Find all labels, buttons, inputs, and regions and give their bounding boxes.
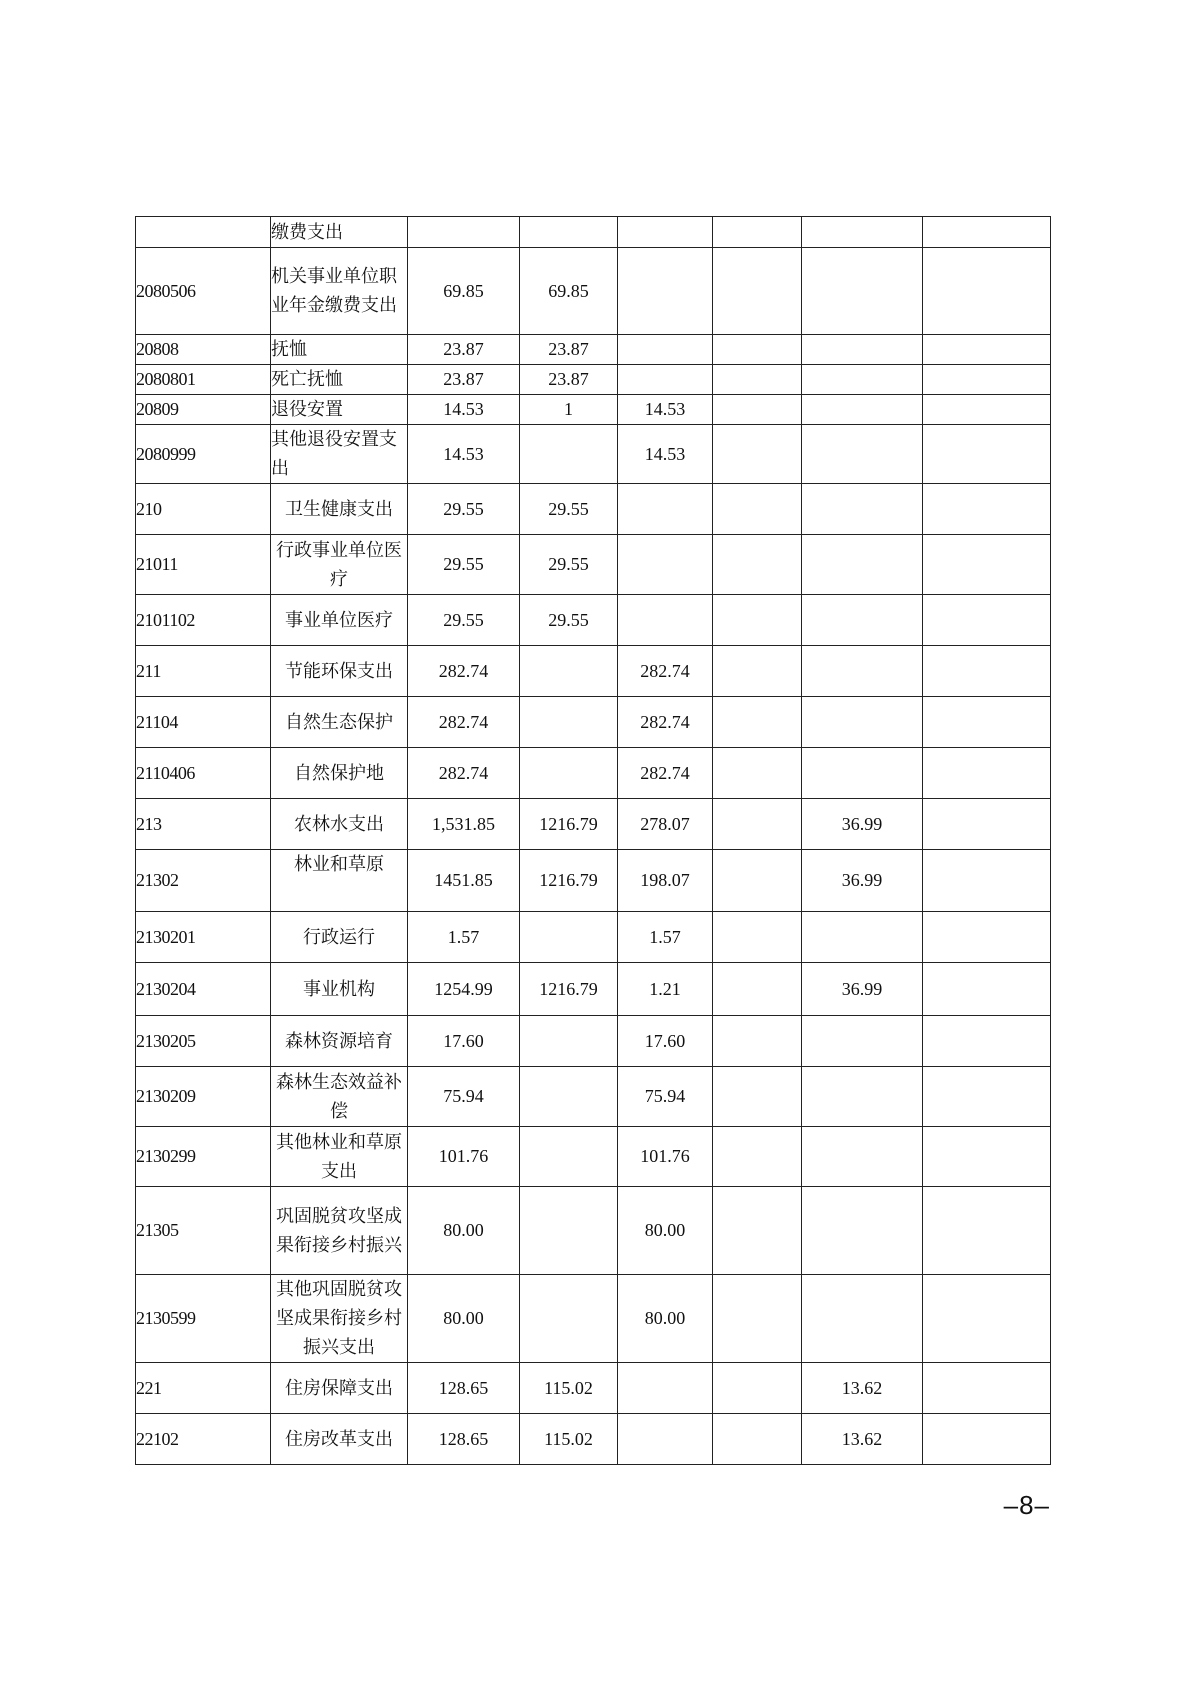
amount-cell-c4 [713,1067,802,1127]
amount-cell-c5 [802,484,923,535]
amount-cell-c5: 36.99 [802,963,923,1016]
amount-cell-project: 80.00 [618,1275,713,1363]
table-row [136,395,1051,425]
table-row [136,1187,1051,1275]
amount-cell-total: 128.65 [408,1363,520,1414]
amount-cell-c4 [713,799,802,850]
amount-cell-c6 [923,1127,1051,1187]
amount-cell-basic: 1216.79 [520,850,618,912]
table-row [136,799,1051,850]
amount-cell-c5 [802,535,923,595]
amount-cell-c4 [713,963,802,1016]
subject-code-cell: 21011 [136,535,271,595]
amount-cell-basic [520,425,618,484]
amount-cell-c5: 36.99 [802,799,923,850]
budget-expenditure-table [135,216,1051,1465]
amount-cell-c5 [802,748,923,799]
amount-cell-c6 [923,1414,1051,1465]
amount-cell-total: 101.76 [408,1127,520,1187]
amount-cell-project: 1.21 [618,963,713,1016]
subject-name-cell: 住房保障支出 [271,1363,408,1414]
table-row [136,1127,1051,1187]
amount-cell-c6 [923,697,1051,748]
amount-cell-total: 29.55 [408,595,520,646]
amount-cell-c4 [713,1414,802,1465]
amount-cell-basic: 69.85 [520,248,618,335]
subject-name-cell: 节能环保支出 [271,646,408,697]
amount-cell-basic: 1216.79 [520,963,618,1016]
subject-code-cell: 21305 [136,1187,271,1275]
amount-cell-c4 [713,912,802,963]
table-row [136,248,1051,335]
subject-code-cell [136,217,271,248]
amount-cell-total: 128.65 [408,1414,520,1465]
amount-cell-c4 [713,1127,802,1187]
amount-cell-c6 [923,365,1051,395]
amount-cell-basic [520,1067,618,1127]
amount-cell-basic: 1 [520,395,618,425]
table-row [136,912,1051,963]
amount-cell-c5 [802,1187,923,1275]
table-row [136,1067,1051,1127]
amount-cell-project [618,595,713,646]
subject-code-cell: 22102 [136,1414,271,1465]
amount-cell-project: 17.60 [618,1016,713,1067]
amount-cell-total: 23.87 [408,365,520,395]
subject-name-cell: 自然保护地 [271,748,408,799]
amount-cell-c6 [923,850,1051,912]
subject-name-cell: 其他林业和草原支出 [271,1127,408,1187]
subject-name-cell: 自然生态保护 [271,697,408,748]
amount-cell-c6 [923,748,1051,799]
amount-cell-total: 282.74 [408,748,520,799]
subject-code-cell: 211 [136,646,271,697]
amount-cell-c6 [923,248,1051,335]
amount-cell-c4 [713,217,802,248]
amount-cell-c4 [713,335,802,365]
amount-cell-basic: 29.55 [520,595,618,646]
amount-cell-basic [520,912,618,963]
amount-cell-total: 14.53 [408,395,520,425]
subject-name-cell: 巩固脱贫攻坚成果衔接乡村振兴 [271,1187,408,1275]
amount-cell-c5 [802,365,923,395]
amount-cell-c4 [713,425,802,484]
amount-cell-c6 [923,912,1051,963]
subject-name-cell: 森林资源培育 [271,1016,408,1067]
amount-cell-c4 [713,484,802,535]
amount-cell-total: 1451.85 [408,850,520,912]
amount-cell-c5 [802,1275,923,1363]
amount-cell-basic: 1216.79 [520,799,618,850]
amount-cell-basic [520,217,618,248]
amount-cell-c6 [923,799,1051,850]
amount-cell-c5 [802,425,923,484]
subject-code-cell: 2130299 [136,1127,271,1187]
amount-cell-total: 29.55 [408,535,520,595]
amount-cell-project [618,1414,713,1465]
subject-name-cell: 事业机构 [271,963,408,1016]
table-row [136,646,1051,697]
amount-cell-c6 [923,1275,1051,1363]
amount-cell-total: 1,531.85 [408,799,520,850]
table-row [136,697,1051,748]
amount-cell-project: 278.07 [618,799,713,850]
amount-cell-c5: 36.99 [802,850,923,912]
amount-cell-c6 [923,535,1051,595]
subject-code-cell: 2130204 [136,963,271,1016]
amount-cell-c5 [802,217,923,248]
subject-name-cell: 抚恤 [271,335,408,365]
amount-cell-project: 80.00 [618,1187,713,1275]
amount-cell-project [618,535,713,595]
amount-cell-c4 [713,1187,802,1275]
amount-cell-c6 [923,1016,1051,1067]
amount-cell-total: 29.55 [408,484,520,535]
table-row [136,1016,1051,1067]
subject-name-cell: 卫生健康支出 [271,484,408,535]
subject-name-cell: 其他退役安置支出 [271,425,408,484]
amount-cell-total: 17.60 [408,1016,520,1067]
amount-cell-c5 [802,248,923,335]
subject-name-cell: 住房改革支出 [271,1414,408,1465]
amount-cell-basic [520,748,618,799]
subject-name-cell: 农林水支出 [271,799,408,850]
subject-code-cell: 21302 [136,850,271,912]
amount-cell-c5 [802,1127,923,1187]
amount-cell-project [618,365,713,395]
amount-cell-basic [520,1016,618,1067]
table-row [136,425,1051,484]
table-row [136,365,1051,395]
subject-code-cell: 2080999 [136,425,271,484]
amount-cell-c4 [713,365,802,395]
amount-cell-c4 [713,1016,802,1067]
amount-cell-c6 [923,395,1051,425]
subject-code-cell: 2130599 [136,1275,271,1363]
amount-cell-project [618,248,713,335]
subject-code-cell: 21104 [136,697,271,748]
amount-cell-total [408,217,520,248]
amount-cell-basic: 23.87 [520,335,618,365]
amount-cell-total: 1254.99 [408,963,520,1016]
subject-code-cell: 213 [136,799,271,850]
table-row [136,335,1051,365]
amount-cell-c5: 13.62 [802,1414,923,1465]
subject-name-cell: 林业和草原 [271,850,408,912]
amount-cell-project: 75.94 [618,1067,713,1127]
subject-code-cell: 20808 [136,335,271,365]
amount-cell-total: 282.74 [408,646,520,697]
amount-cell-c5 [802,395,923,425]
amount-cell-basic: 115.02 [520,1363,618,1414]
amount-cell-project: 1.57 [618,912,713,963]
amount-cell-project: 282.74 [618,697,713,748]
table-row [136,1363,1051,1414]
amount-cell-total: 69.85 [408,248,520,335]
subject-code-cell: 2080506 [136,248,271,335]
amount-cell-c5 [802,697,923,748]
table-row [136,850,1051,912]
amount-cell-c4 [713,1363,802,1414]
amount-cell-total: 80.00 [408,1187,520,1275]
amount-cell-project: 282.74 [618,646,713,697]
amount-cell-project: 282.74 [618,748,713,799]
subject-code-cell: 2130205 [136,1016,271,1067]
amount-cell-total: 14.53 [408,425,520,484]
table-row [136,1414,1051,1465]
amount-cell-c6 [923,217,1051,248]
amount-cell-c6 [923,963,1051,1016]
amount-cell-basic [520,697,618,748]
amount-cell-basic [520,1127,618,1187]
amount-cell-total: 282.74 [408,697,520,748]
amount-cell-c4 [713,850,802,912]
amount-cell-c5 [802,335,923,365]
subject-name-cell: 机关事业单位职业年金缴费支出 [271,248,408,335]
subject-code-cell: 2101102 [136,595,271,646]
amount-cell-c6 [923,1067,1051,1127]
table-row [136,748,1051,799]
subject-code-cell: 20809 [136,395,271,425]
subject-code-cell: 2130209 [136,1067,271,1127]
table-body [136,217,1051,1465]
amount-cell-c5 [802,1016,923,1067]
subject-name-cell: 事业单位医疗 [271,595,408,646]
amount-cell-c4 [713,748,802,799]
amount-cell-basic: 115.02 [520,1414,618,1465]
subject-name-cell: 死亡抚恤 [271,365,408,395]
subject-name-cell: 森林生态效益补偿 [271,1067,408,1127]
amount-cell-c4 [713,395,802,425]
table-row [136,595,1051,646]
amount-cell-c5 [802,1067,923,1127]
amount-cell-c6 [923,646,1051,697]
amount-cell-project: 198.07 [618,850,713,912]
subject-name-cell: 缴费支出 [271,217,408,248]
subject-code-cell: 2110406 [136,748,271,799]
table-row [136,217,1051,248]
table-row [136,1275,1051,1363]
amount-cell-c4 [713,595,802,646]
subject-name-cell: 行政运行 [271,912,408,963]
amount-cell-c6 [923,595,1051,646]
amount-cell-total: 1.57 [408,912,520,963]
amount-cell-c4 [713,535,802,595]
amount-cell-c5 [802,646,923,697]
amount-cell-project [618,1363,713,1414]
subject-code-cell: 210 [136,484,271,535]
amount-cell-basic [520,646,618,697]
subject-code-cell: 2080801 [136,365,271,395]
amount-cell-basic: 23.87 [520,365,618,395]
page-number: –8– [1003,1490,1050,1520]
amount-cell-project: 14.53 [618,425,713,484]
amount-cell-project [618,335,713,365]
amount-cell-basic [520,1275,618,1363]
amount-cell-c6 [923,1363,1051,1414]
amount-cell-c6 [923,1187,1051,1275]
amount-cell-c4 [713,646,802,697]
subject-name-cell: 退役安置 [271,395,408,425]
amount-cell-basic: 29.55 [520,484,618,535]
amount-cell-c4 [713,248,802,335]
table-row [136,484,1051,535]
amount-cell-c4 [713,697,802,748]
amount-cell-project: 14.53 [618,395,713,425]
amount-cell-total: 23.87 [408,335,520,365]
table-row [136,535,1051,595]
subject-name-cell: 行政事业单位医疗 [271,535,408,595]
amount-cell-c5 [802,595,923,646]
amount-cell-project [618,484,713,535]
table-row [136,963,1051,1016]
amount-cell-c4 [713,1275,802,1363]
subject-code-cell: 2130201 [136,912,271,963]
amount-cell-basic [520,1187,618,1275]
subject-code-cell: 221 [136,1363,271,1414]
amount-cell-basic: 29.55 [520,535,618,595]
amount-cell-total: 75.94 [408,1067,520,1127]
amount-cell-project [618,217,713,248]
amount-cell-c6 [923,335,1051,365]
amount-cell-project: 101.76 [618,1127,713,1187]
amount-cell-c5: 13.62 [802,1363,923,1414]
subject-name-cell: 其他巩固脱贫攻坚成果衔接乡村振兴支出 [271,1275,408,1363]
amount-cell-c6 [923,484,1051,535]
amount-cell-c5 [802,912,923,963]
amount-cell-total: 80.00 [408,1275,520,1363]
amount-cell-c6 [923,425,1051,484]
